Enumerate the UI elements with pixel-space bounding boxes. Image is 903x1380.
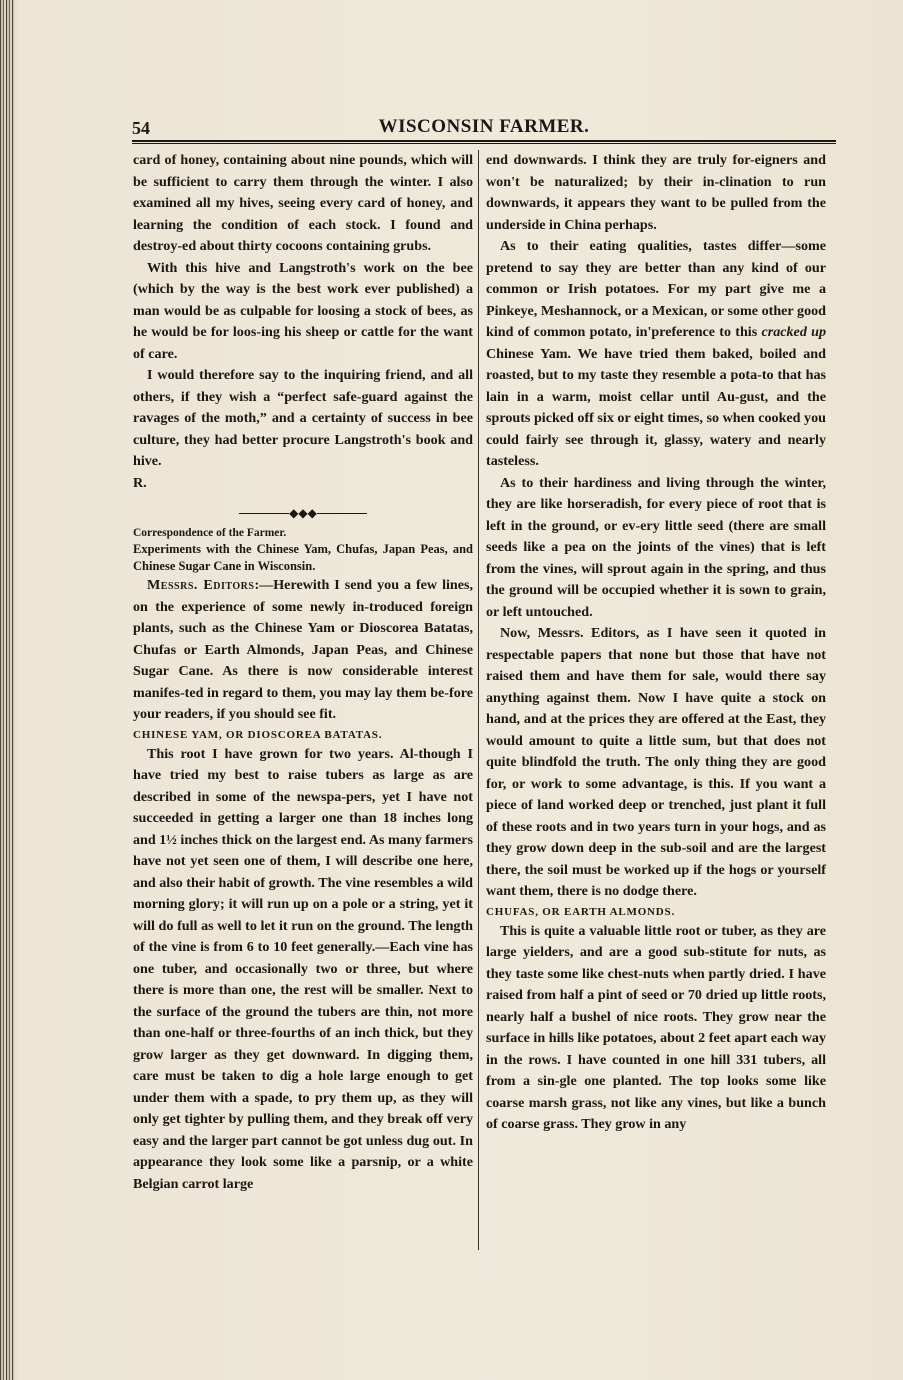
paragraph: end downwards. I think they are truly for-eigners and won't be naturalized; by their in-clination to run downwards, it appears they want to be pulled from the underside in China perhaps. xyxy=(486,152,826,233)
paragraph: Now, Messrs. Editors, as I have seen it quoted in respectable papers that none but those that have not raised them and have them for sale, would there say anything against them. Now I have quite a stock on hand, and at the prices they are offered at the East, they would amount to quite a little sum, but that does not quite blindfold the truth. The only thing they are good for, or work to some advantage, is this. If you want a piece of land worked deep or trenched, just plant it full of these roots and in two years turn in your hogs, and as they grow down deep in the sub-soil and are the largest there, the soil must be worked up if the hogs or yourself want them, there is no dodge there. xyxy=(486,625,826,899)
paragraph xyxy=(486,236,826,473)
header-rule xyxy=(132,140,836,144)
page-number: 54 xyxy=(132,118,150,138)
paragraph: I would therefore say to the inquiring friend, and all others, if they wish a “perfect safe-guard against the ravages of the moth,” and a certainty of success in bee culture, they had better procure Langstroth's book and hive. xyxy=(133,367,473,469)
paragraph: As to their hardiness and living through the winter, they are like horseradish, for every piece of root that is left in the ground, or ev-ery little seed (there are small seeds like a pea on the joints of the vines) that is left from the vines, will sprout again in the spring, and thus the ground will be occupied whether it is sown to grain, or left untouched. xyxy=(486,474,826,620)
paragraph-text: As to their eating qualities, tastes differ—some pretend to say they are better than any kind of our common or Irish potatoes. For my part give me a Pinkeye, Meshannock, or a Mexican, or some other good kind of common potato, in'preference to this xyxy=(486,238,826,340)
signature: R. xyxy=(133,474,147,491)
paragraph: This is quite a valuable little root or tuber, as they are large yielders, and are a good sub-stitute for nuts, as they taste some like chest-nuts when partly dried. I have raised from half a pint of seed or 70 dried up little roots, nearly half a bushel of nice roots. They grow near the surface in hills like potatoes, about 2 feet apart each way in the rows. I have counted in one hill 331 tubers, all from a sin-gle one planted. The top looks some like coarse marsh grass, not like any vines, but like a bunch of coarse grass. They grow in any xyxy=(486,922,826,1132)
right-column xyxy=(486,150,826,1136)
paragraph: With this hive and Langstroth's work on the bee (which by the way is the best work ever published) a man would be as culpable for loosing a stock of bees, as he would be for loos-ing his sheep or cattle for the want of care. xyxy=(133,259,473,362)
paragraph xyxy=(133,575,473,726)
left-column xyxy=(133,150,473,1195)
correspondence-label: Correspondence of the Farmer. xyxy=(133,527,287,540)
emphasis: cracked up xyxy=(761,324,826,340)
paragraph-text: Chinese Yam. We have tried them baked, boiled and roasted, but to my taste they resemble a pota-to that has lain in a warm, moist cellar until Au-gust, and the sprouts picked off six or eight times, so when cooked you could fairly see through it, glassy, watery and nearly tasteless. xyxy=(486,345,826,469)
section-heading: CHUFAS, OR EARTH ALMONDS. xyxy=(486,905,676,918)
paragraph: This root I have grown for two years. Al-though I have tried my best to raise tubers as large as are described in some of the newspa-pers, yet I have not succeeded in getting a larger one than 18 inches long and 1½ inches thick on the largest end. As many farmers have not yet seen one of them, I will describe one here, and also their habit of growth. The vine resembles a wild morning glory; it will run up on a pole or a string, yet it will do full as well to let it run on the ground. The length of the vine is from 6 to 10 feet generally.—Each vine has one tuber, and occasionally two or three, but where there is more than one, the rest will be smaller. Next to the surface of the ground the tubers are thin, not more than one-half or three-fourths of an inch thick, but they grow larger as they get downward. In digging them, care must be taken to dig a hole large enough to get under them with a spade, to pry them up, as they will only get tighter by pulling them, and they break off very easy and the larger part cannot be got unless dug out. In appearance they look some like a parsnip, or a white Belgian carrot large xyxy=(133,745,473,1192)
book-binding-edge xyxy=(0,0,14,1380)
paragraph: card of honey, containing about nine pounds, which will be sufficient to carry them through the winter. I also examined all my hives, seeing every card of honey, and learning the condition of each stock. I found and destroy-ed about thirty cocoons containing grubs. xyxy=(133,152,473,254)
section-ornament: ◆◆◆ xyxy=(133,506,473,519)
section-heading: CHINESE YAM, OR DIOSCOREA BATATAS. xyxy=(133,728,383,741)
paragraph-text: :—Herewith I send you a few lines, on the experience of some newly in-troduced foreign plants, such as the Chinese Yam or Dioscorea Batatas, Chufas or Earth Almonds, Japan Peas, and Chinese Sugar Cane. As there is now considerable interest manifes-ted in regard to them, you may lay them be-fore your readers, if you should see fit. xyxy=(133,577,474,723)
article-title: Experiments with the Chinese Yam, Chufas, Japan Peas, and Chinese Sugar Cane in Wisconsin. xyxy=(133,542,473,574)
column-divider xyxy=(478,150,479,1250)
journal-title: WISCONSIN FARMER. xyxy=(378,116,590,137)
salutation: Messrs. Editors xyxy=(147,577,255,594)
